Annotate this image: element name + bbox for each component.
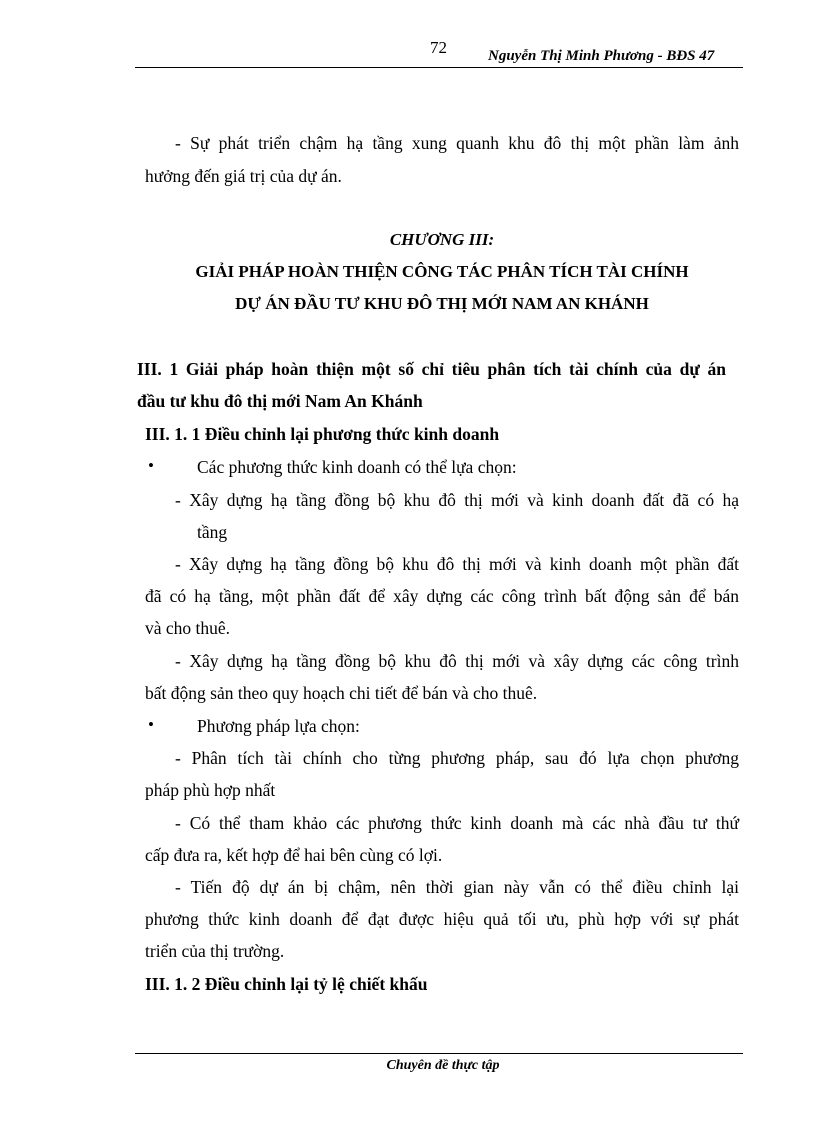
item-1-line-2: tầng — [197, 522, 228, 542]
bullet-icon: • — [148, 456, 154, 475]
item-5-line-1: - Có thể tham khảo các phương thức kinh doanh mà các nhà đầu tư thứ — [175, 813, 739, 833]
item-3-line-2: bất động sản theo quy hoạch chi tiết để bán và cho thuê. — [145, 683, 538, 703]
item-2-line-3: và cho thuê. — [145, 618, 231, 638]
section-heading-line-2: đầu tư khu đô thị mới Nam An Khánh — [137, 391, 423, 411]
item-5-line-2: cấp đưa ra, kết hợp để hai bên cùng có lợi. — [145, 845, 443, 865]
item-4-line-2: pháp phù hợp nhất — [145, 780, 276, 800]
intro-line-1: - Sự phát triển chậm hạ tầng xung quanh khu đô thị một phần làm ảnh — [175, 133, 739, 153]
item-6-line-2: phương thức kinh doanh để đạt được hiệu quả tối ưu, phù hợp với sự phát — [145, 909, 739, 929]
chapter-label: CHƯƠNG III: — [389, 230, 495, 249]
chapter-title-line-1: GIẢI PHÁP HOÀN THIỆN CÔNG TÁC PHÂN TÍCH TÀI CHÍNH — [195, 262, 689, 281]
page-number: 72 — [430, 38, 447, 57]
bullet-icon: • — [148, 715, 154, 734]
footer-rule — [135, 1053, 743, 1054]
subsection-heading-1: III. 1. 1 Điều chỉnh lại phương thức kinh doanh — [145, 424, 500, 444]
chapter-title-line-2: DỰ ÁN ĐẦU TƯ KHU ĐÔ THỊ MỚI NAM AN KHÁNH — [235, 294, 649, 313]
bullet-1-text: Các phương thức kinh doanh có thể lựa chọn: — [197, 457, 517, 477]
item-3-line-1: - Xây dựng hạ tầng đồng bộ khu đô thị mới và xây dựng các công trình — [175, 651, 739, 671]
item-6-line-3: triển của thị trường. — [145, 941, 285, 961]
item-2-line-1: - Xây dựng hạ tầng đồng bộ khu đô thị mới và kinh doanh một phần đất — [175, 554, 739, 574]
footer-text: Chuyên đề thực tập — [386, 1058, 500, 1073]
item-1-line-1: - Xây dựng hạ tầng đồng bộ khu đô thị mới và kinh doanh đất đã có hạ — [175, 490, 739, 510]
item-4-line-1: - Phân tích tài chính cho từng phương pháp, sau đó lựa chọn phương — [175, 748, 739, 768]
header-author: Nguyễn Thị Minh Phương - BĐS 47 — [488, 48, 715, 64]
bullet-2-text: Phương pháp lựa chọn: — [197, 716, 360, 736]
header-rule — [135, 67, 743, 68]
item-2-line-2: đã có hạ tầng, một phần đất để xây dựng các công trình bất động sản để bán — [145, 586, 739, 606]
subsection-heading-2: III. 1. 2 Điều chỉnh lại tỷ lệ chiết khấu — [145, 974, 428, 994]
section-heading-line-1: III. 1 Giải pháp hoàn thiện một số chỉ tiêu phân tích tài chính của dự án — [137, 359, 726, 379]
intro-line-2: hưởng đến giá trị của dự án. — [145, 166, 342, 186]
item-6-line-1: - Tiến độ dự án bị chậm, nên thời gian này vẫn có thể điều chỉnh lại — [175, 877, 739, 897]
